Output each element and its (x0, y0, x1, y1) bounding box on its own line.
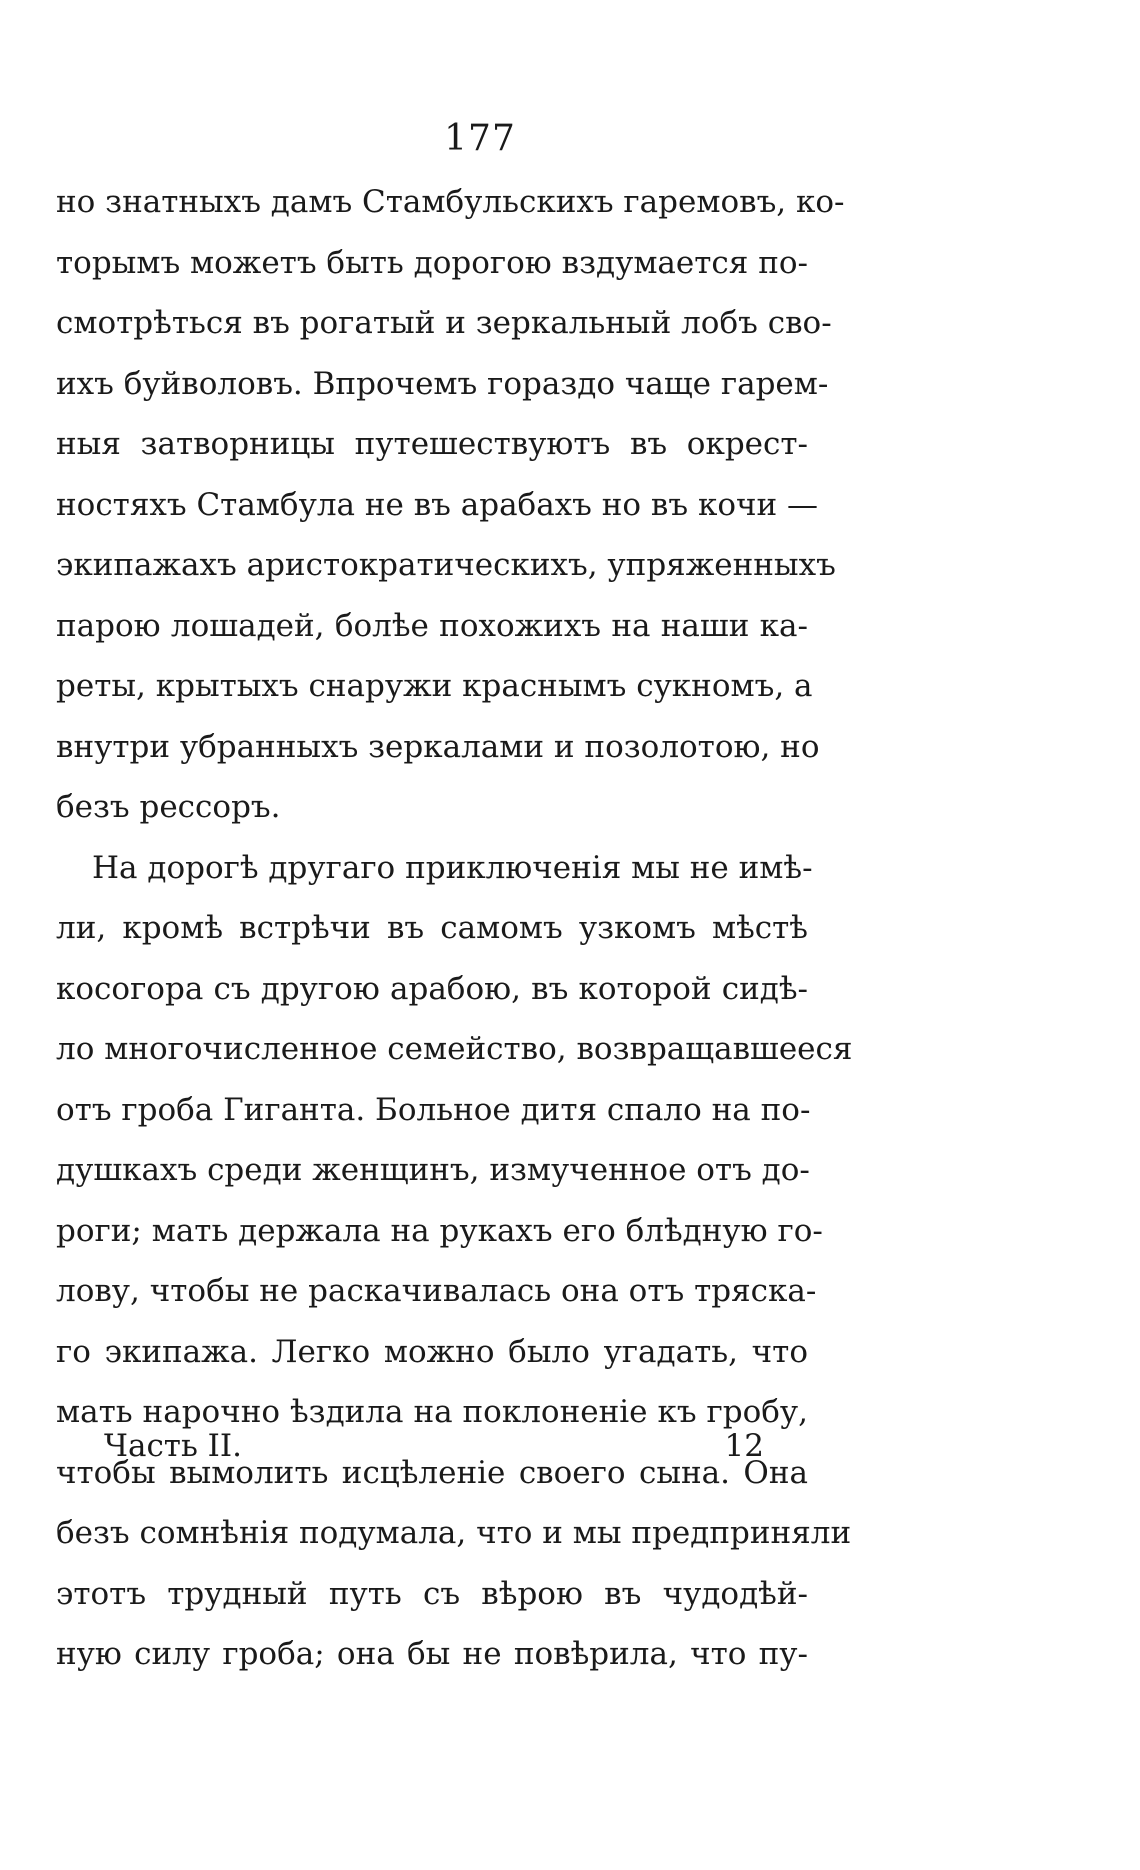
text-line: го экипажа. Легко можно было угадать, что (56, 1333, 808, 1370)
page-number: 177 (444, 118, 516, 159)
text-line: На дорогѣ другаго приключенія мы не имѣ- (92, 849, 813, 886)
text-line: чтобы вымолить исцѣленіе своего сына. Она (56, 1454, 808, 1491)
text-line: ли, кромѣ встрѣчи въ самомъ узкомъ мѣстѣ (56, 910, 808, 946)
text-line: этотъ трудный путь съ вѣрою въ чудодѣй- (56, 1575, 808, 1612)
text-line: безъ сомнѣнія подумала, что и мы предприняли (56, 1515, 852, 1551)
text-line: ную силу гроба; она бы не повѣрила, что пу- (56, 1636, 808, 1672)
text-line: торымъ можетъ быть дорогою вздумается по- (56, 244, 808, 281)
text-line: парою лошадей, болѣе похожихъ на наши ка- (56, 607, 808, 644)
text-line: смотрѣться въ рогатый и зеркальный лобъ сво- (56, 305, 832, 341)
text-line: ло многочисленное семейство, возвращавшееся (56, 1031, 853, 1067)
text-line: отъ гроба Гиганта. Больное дитя спало на по- (56, 1091, 811, 1128)
text-line: ныя затворницы путешествуютъ въ окрест- (56, 426, 808, 462)
text-line: ихъ буйволовъ. Впрочемъ гораздо чаще гарем- (56, 365, 829, 402)
text-line: мать нарочно ѣздила на поклоненіе къ гробу, (56, 1394, 808, 1430)
text-line: реты, крытыхъ снаружи краснымъ сукномъ, а (56, 668, 813, 704)
text-line: внутри убранныхъ зеркалами и позолотою, но (56, 728, 820, 765)
text-line: но знатныхъ дамъ Стамбульскихъ гаремовъ, ко- (56, 184, 845, 220)
signature-mark: Часть II. (104, 1428, 243, 1464)
text-line: косогора съ другою арабою, въ которой сидѣ- (56, 970, 808, 1007)
text-line: ностяхъ Стамбула не въ арабахъ но въ кочи — (56, 486, 819, 523)
sheet-number: 12 (724, 1428, 764, 1464)
text-line: экипажахъ аристократическихъ, упряженныхъ (56, 547, 836, 583)
text-line: лову, чтобы не раскачивалась она отъ тряска- (56, 1273, 817, 1309)
page-footer (104, 1428, 764, 1478)
text-line: роги; мать держала на рукахъ его блѣдную го- (56, 1212, 823, 1249)
text-line: безъ рессоръ. (56, 789, 281, 825)
text-line: душкахъ среди женщинъ, измученное отъ до- (56, 1152, 810, 1188)
